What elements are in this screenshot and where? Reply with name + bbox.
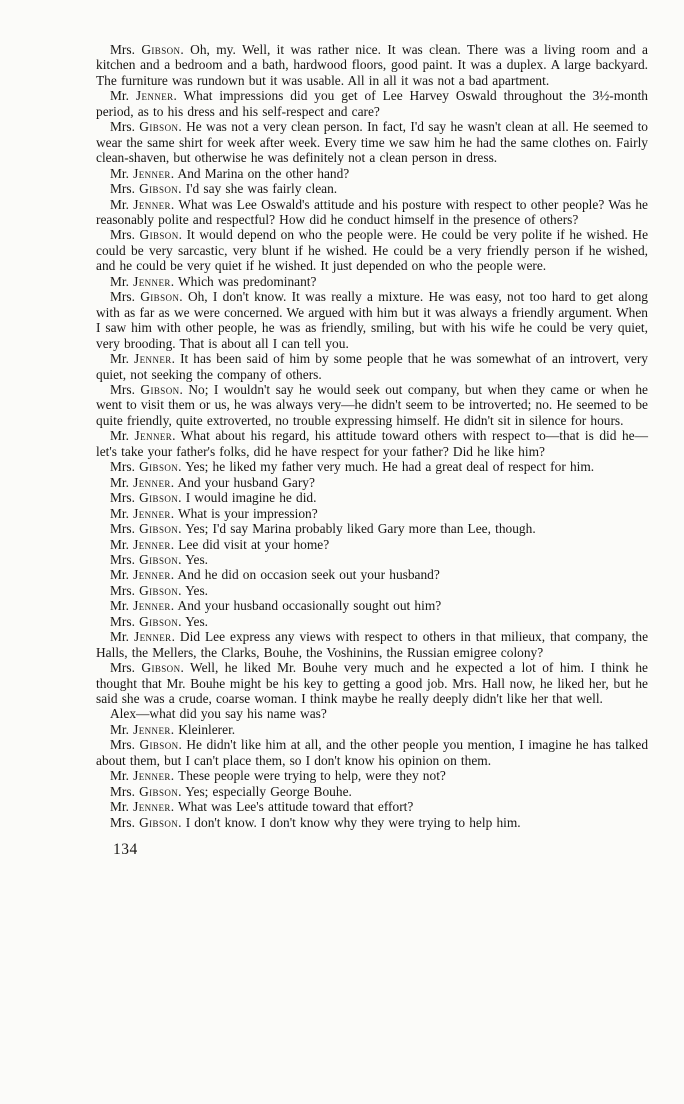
speaker-title: Mrs.	[110, 42, 135, 57]
speaker-title: Mr.	[110, 428, 129, 444]
speaker-surname: Gibson	[139, 490, 179, 506]
speaker-name: Mr. Jenner.	[110, 165, 175, 181]
testimony-paragraph	[96, 197, 648, 228]
speaker-title: Mrs.	[110, 181, 135, 197]
speech-text: Yes; especially George Bouhe.	[185, 783, 352, 799]
speaker-name: Mrs. Gibson.	[110, 660, 184, 676]
speaker-name: Mr. Jenner.	[110, 598, 175, 614]
speaker-name: Mrs. Gibson.	[110, 227, 182, 243]
speaker-surname: Jenner	[133, 505, 171, 521]
speaker-name: Mr. Jenner.	[110, 505, 175, 521]
testimony-paragraph	[96, 706, 648, 721]
speaker-name: Mr. Jenner.	[110, 721, 175, 737]
testimony-paragraph	[96, 181, 648, 196]
speech-text: Alex—what did you say his name was?	[110, 706, 327, 722]
speaker-surname: Jenner	[133, 536, 171, 552]
speaker-title: Mrs.	[110, 289, 135, 305]
testimony-paragraph	[96, 459, 648, 474]
speech-text: And your husband Gary?	[177, 474, 315, 490]
testimony-paragraph	[96, 583, 648, 598]
speaker-title: Mr.	[110, 598, 129, 614]
speaker-title: Mr.	[110, 474, 129, 490]
speech-text: Yes; he liked my father very much. He had a great deal of respect for him.	[185, 459, 595, 475]
speech-text: I'd say she was fairly clean.	[185, 181, 338, 197]
speaker-title: Mr.	[110, 196, 129, 212]
speaker-title: Mrs.	[110, 737, 135, 753]
speaker-title: Mrs.	[110, 551, 135, 567]
speaker-name: Mrs. Gibson.	[110, 181, 182, 197]
testimony-paragraph	[96, 537, 648, 552]
testimony-paragraph	[96, 382, 648, 428]
speaker-name: Mr. Jenner.	[110, 799, 175, 815]
speaker-surname: Jenner	[133, 799, 171, 815]
speaker-name: Mrs. Gibson.	[110, 783, 182, 799]
speaker-surname: Gibson	[140, 381, 180, 397]
speech-text: I don't know. I don't know why they were trying to help him.	[185, 814, 521, 830]
speech-text: Yes; I'd say Marina probably liked Gary more than Lee, though.	[185, 521, 536, 537]
speech-text: These people were trying to help, were they not?	[178, 768, 446, 784]
speaker-title: Mrs.	[110, 783, 135, 799]
speaker-surname: Gibson	[139, 227, 179, 243]
speaker-name: Mrs. Gibson.	[110, 490, 182, 506]
speech-text: And he did on occasion seek out your husband?	[177, 567, 440, 583]
speaker-name: Mr. Jenner.	[110, 536, 175, 552]
speaker-title: Mr.	[110, 88, 129, 104]
speaker-name: Mrs. Gibson.	[110, 582, 182, 598]
speaker-surname: Gibson	[139, 181, 179, 197]
speaker-surname: Jenner	[133, 721, 171, 737]
speech-text: What is your impression?	[178, 505, 318, 521]
speaker-name: Mr. Jenner.	[110, 474, 175, 490]
speaker-surname: Jenner	[133, 598, 171, 614]
speech-text: Well, he liked Mr. Bouhe very much and he expected a lot of him. I think he thought that Mr. Bouhe might be his key to getting a good job. Mrs. Hall now, he liked her, but he said she was a crude, coarse woman. I think maybe he really deeply didn't like her that well.	[96, 660, 648, 707]
speaker-name: Mrs. Gibson.	[110, 737, 182, 753]
speaker-title: Mrs.	[110, 459, 135, 475]
testimony-paragraph	[96, 475, 648, 490]
testimony-paragraph	[96, 552, 648, 567]
testimony-paragraph	[96, 567, 648, 582]
speech-text: Oh, I don't know. It was really a mixture. He was easy, not too hard to get along with as far as we were concerned. We argued with him but it was always a friendly argument. When I saw him with other people, he was as friendly, smiling, but with his wife he could be very quiet, very brooding. That is about all I can tell you.	[96, 289, 648, 351]
speaker-name: Mr. Jenner.	[110, 196, 175, 212]
speaker-surname: Gibson	[139, 814, 179, 830]
speaker-name: Mr. Jenner.	[110, 351, 176, 367]
speaker-title: Mrs.	[110, 381, 135, 397]
speaker-surname: Gibson	[139, 582, 179, 598]
speaker-name: Mr. Jenner.	[110, 428, 176, 444]
speech-text: What was Lee Oswald's attitude and his posture with respect to other people? Was he reasonably polite and respectful? How did he conduct himself in the presence of others?	[96, 196, 648, 227]
speaker-title: Mrs.	[110, 227, 135, 243]
testimony-paragraph	[96, 119, 648, 165]
speaker-surname: Gibson	[139, 613, 179, 629]
speech-text: He didn't like him at all, and the other people you mention, I imagine he has talked about them, but I can't place them, so I don't know his opinion on them.	[96, 737, 649, 768]
testimony-paragraph	[96, 784, 648, 799]
speaker-title: Mr.	[110, 721, 129, 737]
testimony-paragraph	[96, 598, 648, 613]
speaker-title: Mr.	[110, 799, 129, 815]
speech-text: Yes.	[185, 551, 209, 567]
speaker-title: Mr.	[110, 351, 129, 367]
speech-text: It would depend on who the people were. He could be very polite if he wished. He could be very sarcastic, very blunt if he wished. He could be a very friendly person if he wished, and he could be very quiet if he wished. It just depended on who the people were.	[96, 227, 649, 274]
speaker-surname: Jenner	[134, 351, 172, 367]
testimony-paragraph	[96, 289, 648, 351]
speech-text: What was Lee's attitude toward that effort?	[178, 799, 414, 815]
speaker-name: Mrs. Gibson.	[110, 613, 182, 629]
testimony-paragraph	[96, 521, 648, 536]
speech-text: Oh, my. Well, it was rather nice. It was clean. There was a living room and a kitchen and a bedroom and a bath, hardwood floors, good paint. It was a duplex. A large backyard. The furniture was rundown but it was usable. All in all it was not a bad apartment.	[96, 42, 648, 88]
speech-text: Lee did visit at your home?	[178, 536, 330, 552]
speaker-surname: Gibson	[139, 459, 179, 475]
speech-text: Yes.	[185, 613, 209, 629]
testimony-paragraph	[96, 768, 648, 783]
speaker-title: Mrs.	[110, 490, 135, 506]
speaker-surname: Gibson	[139, 783, 179, 799]
testimony-paragraph	[96, 227, 648, 273]
testimony-paragraph	[96, 88, 648, 119]
speech-text: He was not a very clean person. In fact, I'd say he wasn't clean at all. He seemed to wear the same shirt for week after week. Every time we saw him he had the same clothes on. Fairly clean-shaven, but otherwise he was definitely not a clean person in dress.	[96, 119, 649, 166]
speech-text: And your husband occasionally sought out him?	[177, 598, 442, 614]
testimony-paragraph	[96, 629, 648, 660]
speaker-title: Mrs.	[110, 582, 135, 598]
page-number: 134	[113, 841, 138, 859]
testimony-paragraph	[96, 274, 648, 289]
speaker-surname: Gibson	[141, 42, 181, 57]
testimony-paragraph	[96, 614, 648, 629]
speaker-title: Mrs.	[110, 521, 135, 537]
speaker-surname: Gibson	[139, 737, 179, 753]
speech-text: No; I wouldn't say he would seek out company, but when they came or when he went to visit them or us, he was always very—he didn't seem to be introverted; no. He seemed to be quite friendly, quite extroverted, no trouble expressing himself. He didn't sit in silence for hours.	[96, 381, 648, 428]
testimony-paragraph	[96, 799, 648, 814]
speaker-surname: Jenner	[133, 196, 171, 212]
speaker-title: Mr.	[110, 567, 129, 583]
testimony-paragraph	[96, 166, 648, 181]
speaker-title: Mrs.	[110, 660, 135, 676]
speaker-surname: Gibson	[139, 551, 179, 567]
speaker-title: Mr.	[110, 768, 129, 784]
speaker-name: Mr. Jenner.	[110, 567, 175, 583]
speech-text: I would imagine he did.	[185, 490, 317, 506]
testimony-paragraph	[96, 490, 648, 505]
speaker-surname: Jenner	[133, 474, 171, 490]
speaker-surname: Gibson	[139, 521, 179, 537]
speaker-name: Mrs. Gibson.	[110, 42, 184, 57]
speaker-surname: Jenner	[133, 273, 171, 289]
speech-text: Which was predominant?	[178, 273, 317, 289]
testimony-paragraph	[96, 737, 648, 768]
speaker-name: Mrs. Gibson.	[110, 814, 182, 830]
speaker-name: Mr. Jenner.	[110, 88, 177, 104]
speaker-name: Mr. Jenner.	[110, 629, 175, 645]
speaker-name: Mr. Jenner.	[110, 768, 175, 784]
speaker-surname: Jenner	[135, 88, 174, 104]
speaker-title: Mr.	[110, 165, 129, 181]
speaker-title: Mrs.	[110, 613, 135, 629]
speaker-name: Mrs. Gibson.	[110, 119, 182, 135]
testimony-paragraph	[96, 722, 648, 737]
speaker-surname: Jenner	[133, 165, 171, 181]
speech-text: Kleinlerer.	[178, 721, 236, 737]
speaker-surname: Jenner	[134, 428, 173, 444]
speaker-surname: Gibson	[139, 119, 179, 135]
speaker-title: Mrs.	[110, 119, 135, 135]
testimony-paragraph	[96, 660, 648, 706]
speech-text: And Marina on the other hand?	[177, 165, 350, 181]
speech-text: What impressions did you get of Lee Harvey Oswald throughout the 3½-month period, as to his dress and his self-respect and care?	[96, 88, 648, 119]
speech-text: Did Lee express any views with respect to others in that milieux, that company, the Halls, the Mellers, the Clarks, Bouhe, the Voshinins, the Russian emigree colony?	[96, 629, 649, 660]
speaker-title: Mr.	[110, 629, 129, 645]
speech-text: What about his regard, his attitude toward others with respect to—that is did he—let's take your father's folks, did he have respect for your father? Did he like him?	[96, 428, 649, 459]
speaker-name: Mrs. Gibson.	[110, 551, 182, 567]
testimony-paragraph	[96, 351, 648, 382]
speaker-surname: Gibson	[141, 660, 181, 676]
speech-text: Yes.	[185, 582, 209, 598]
speaker-name: Mrs. Gibson.	[110, 521, 182, 537]
testimony-paragraph	[96, 428, 648, 459]
speaker-title: Mr.	[110, 505, 129, 521]
speaker-surname: Jenner	[133, 567, 171, 583]
speaker-title: Mr.	[110, 273, 129, 289]
speaker-name: Mrs. Gibson.	[110, 381, 183, 397]
speaker-surname: Jenner	[133, 768, 171, 784]
testimony-text	[96, 42, 648, 830]
speaker-title: Mrs.	[110, 814, 135, 830]
testimony-paragraph	[96, 42, 648, 88]
speech-text: It has been said of him by some people that he was somewhat of an introvert, very quiet, not seeking the company of others.	[96, 351, 648, 382]
speaker-name: Mrs. Gibson.	[110, 289, 183, 305]
speaker-title: Mr.	[110, 536, 129, 552]
speaker-surname: Jenner	[133, 629, 172, 645]
testimony-paragraph	[96, 815, 648, 830]
speaker-name: Mr. Jenner.	[110, 273, 175, 289]
speaker-surname: Gibson	[140, 289, 180, 305]
testimony-paragraph	[96, 506, 648, 521]
speaker-name: Mrs. Gibson.	[110, 459, 182, 475]
